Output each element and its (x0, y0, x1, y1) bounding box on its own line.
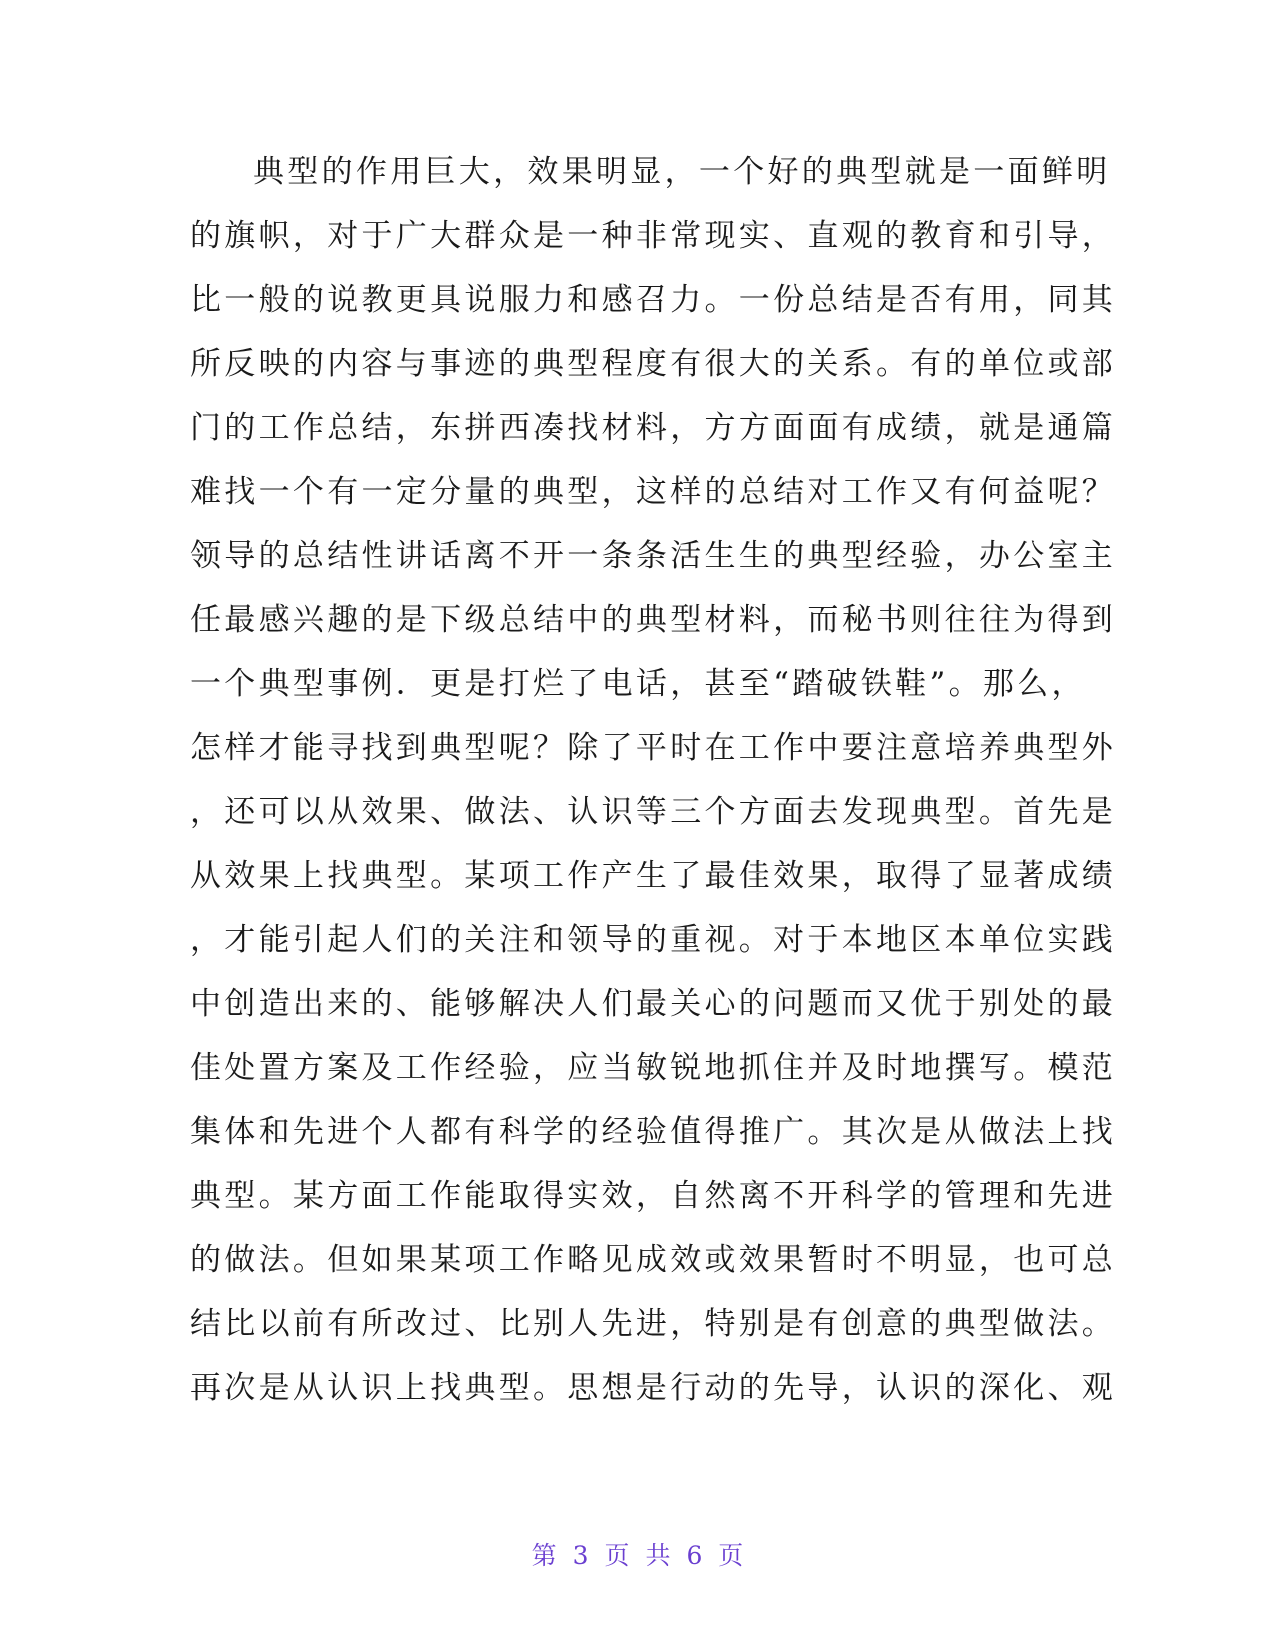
footer-total-label: 页 (718, 1541, 744, 1570)
paragraph-line: 集体和先进个人都有科学的经验值得推广。其次是从做法上找 (190, 1114, 1117, 1150)
footer-total-pages: 6 (686, 1541, 703, 1570)
footer-total-prefix: 共 (645, 1541, 671, 1570)
paragraph-line: 从效果上找典型。某项工作产生了最佳效果，取得了显著成绩 (190, 858, 1117, 894)
paragraph-line: 难找一个有一定分量的典型，这样的总结对工作又有何益呢？ (190, 474, 1117, 510)
paragraph-line: 一个典型事例．更是打烂了电话，甚至“踏破铁鞋”。那么， (190, 666, 1086, 702)
page-footer (0, 1536, 1275, 1572)
paragraph-line: 的做法。但如果某项工作略见成效或效果暂时不明显，也可总 (190, 1242, 1117, 1278)
paragraph-line: 再次是从认识上找典型。思想是行动的先导，认识的深化、观 (190, 1370, 1117, 1406)
paragraph-line: 领导的总结性讲话离不开一条条活生生的典型经验，办公室主 (190, 538, 1117, 574)
paragraph-line: 所反映的内容与事迹的典型程度有很大的关系。有的单位或部 (190, 346, 1117, 382)
paragraph-line: 任最感兴趣的是下级总结中的典型材料，而秘书则往往为得到 (190, 602, 1117, 638)
footer-page-label: 页 (604, 1541, 630, 1570)
paragraph-line: ，才能引起人们的关注和领导的重视。对于本地区本单位实践 (190, 922, 1117, 958)
paragraph-line: 门的工作总结，东拼西凑找材料，方方面面有成绩，就是通篇 (190, 410, 1117, 446)
paragraph-line: 怎样才能寻找到典型呢？除了平时在工作中要注意培养典型外 (190, 730, 1117, 766)
body-text (190, 140, 1117, 1420)
paragraph-line: 比一般的说教更具说服力和感召力。一份总结是否有用，同其 (190, 282, 1117, 318)
paragraph-line: 结比以前有所改过、比别人先进，特别是有创意的典型做法。 (190, 1306, 1117, 1342)
footer-current-page: 3 (572, 1541, 589, 1570)
paragraph-line: 的旗帜，对于广大群众是一种非常现实、直观的教育和引导， (190, 218, 1117, 254)
paragraph-line: 典型。某方面工作能取得实效，自然离不开科学的管理和先进 (190, 1178, 1117, 1214)
paragraph-line: 典型的作用巨大，效果明显，一个好的典型就是一面鲜明 (253, 154, 1111, 190)
paragraph-line: 佳处置方案及工作经验，应当敏锐地抓住并及时地撰写。模范 (190, 1050, 1117, 1086)
paragraph-line: ，还可以从效果、做法、认识等三个方面去发现典型。首先是 (190, 794, 1117, 830)
footer-prefix: 第 (531, 1541, 557, 1570)
paragraph-line: 中创造出来的、能够解决人们最关心的问题而又优于别处的最 (190, 986, 1117, 1022)
